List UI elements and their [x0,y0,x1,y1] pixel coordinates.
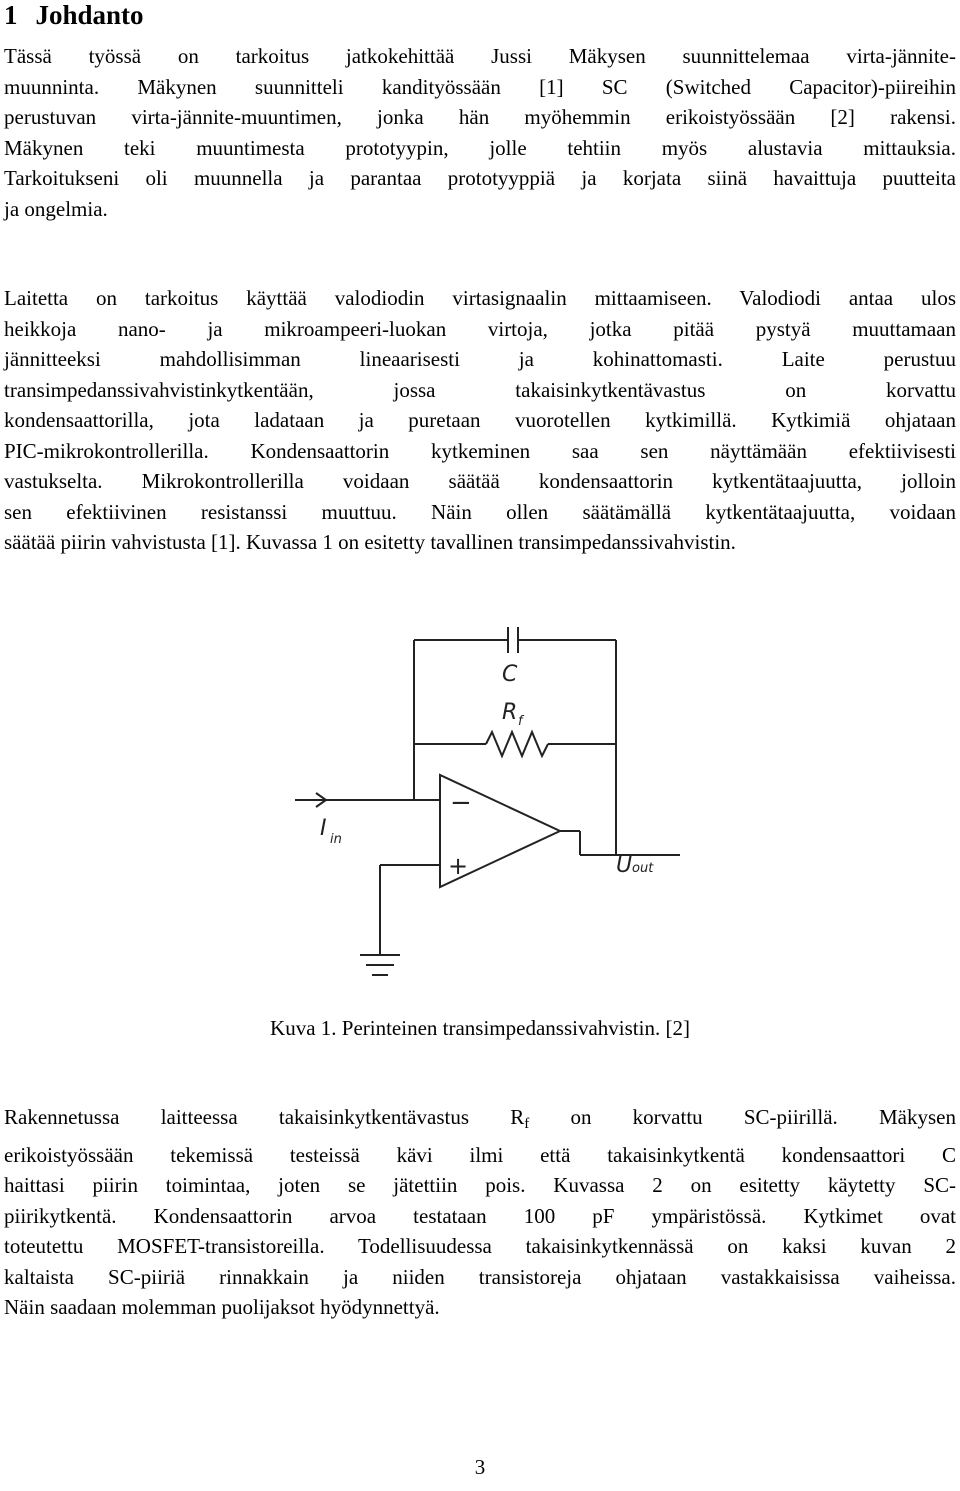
resistor-label: R [502,700,518,725]
paragraph-line: säätää piirin vahvistusta [1]. Kuvassa 1 on esitetty tavallinen transimpedanssivahvistin. [4,530,736,554]
paragraph-line: Tässä työssä on tarkoitus jatkokehittää Jussi Mäkysen suunnittelemaa virta-jännite- [4,44,956,68]
input-current-label-sub: in [330,832,342,847]
paragraph-line: kondensaattorilla, jota ladataan ja puretaan vuorotellen kytkimillä. Kytkimiä ohjataan [4,408,956,432]
paragraph-line: Näin saadaan molemman puolijaksot hyödynnettyä. [4,1295,440,1319]
paragraph-line: piirikytkentä. Kondensaattorin arvoa testataan 100 pF ympäristössä. Kytkimet ovat [4,1203,956,1228]
paragraph-line: heikkoja nano- ja mikroampeeri-luokan virtoja, jotka pitää pystyä muuttamaan [4,316,956,341]
paragraph-line: sen efektiivinen resistanssi muuttuu. Näin ollen säätämällä kytkentätaajuutta, voidaan [4,499,956,524]
paragraph-line: toteutettu MOSFET-transistoreilla. Todellisuudessa takaisinkytkennässä on kaksi kuvan 2 [4,1234,956,1258]
subscript-f: f [524,1116,530,1132]
resistor-zigzag [486,732,548,756]
transimpedance-amplifier-diagram [280,615,680,995]
paragraph-device [4,283,956,558]
paragraph-line: jännitteeksi mahdollisimman lineaarisesti ja kohinattomasti. Laite perustuu [4,347,956,371]
plus-sign: + [448,852,469,880]
page-number: 3 [474,1455,486,1479]
paragraph-line: Mäkynen teki muuntimesta prototyypin, jolle tehtiin myös alustavia mittauksia. [4,135,956,160]
input-current-label: I [320,816,327,841]
paragraph-line: PIC-mikrokontrollerilla. Kondensaattorin kytkeminen saa sen näyttämään efektiivisesti [4,438,956,463]
paragraph-line: ja ongelmia. [4,196,108,221]
paragraph-line: perustuvan virta-jännite-muuntimen, jonka hän myöhemmin erikoistyössään [2] rakensi. [4,105,956,129]
paragraph-line [4,1102,956,1140]
line-text: on korvattu SC-piirillä. Mäkysen [529,1105,956,1129]
capacitor-label: C [502,662,518,687]
paragraph-sc-circuit [4,1102,956,1323]
resistor-label-sub: f [518,714,523,729]
output-voltage-label-sub: out [632,861,654,876]
paragraph-line: Tarkoitukseni oli muunnella ja parantaa prototyyppiä ja korjata siinä havaittuja puutteita [4,166,956,190]
paragraph-line: haittasi piirin toimintaa, joten se jätettiin pois. Kuvassa 2 on esitetty käytetty SC- [4,1173,956,1197]
figure-caption: Kuva 1. Perinteinen transimpedanssivahvistin. [2] [270,1016,690,1040]
paragraph-line: Laitetta on tarkoitus käyttää valodiodin virtasignaalin mittaamiseen. Valodiodi antaa ulos [4,286,956,310]
paragraph-line: vastukselta. Mikrokontrollerilla voidaan säätää kondensaattorin kytkentätaajuutta, jolloin [4,469,956,493]
paragraph-line: erikoistyössään tekemissä testeissä kävi ilmi että takaisinkytkentä kondensaattori C [4,1142,956,1167]
section-number: 1 [4,0,18,30]
section-title: Johdanto [35,0,144,30]
paragraph-intro [4,41,956,224]
paragraph-line: muunninta. Mäkynen suunnitteli kandityössään [1] SC (Switched Capacitor)-piireihin [4,74,956,99]
output-voltage-label: U [616,853,633,878]
line-text: Rakennetussa laitteessa takaisinkytkentävastus R [4,1105,525,1129]
paragraph-line: kaltaista SC-piiriä rinnakkain ja niiden transistoreja ohjataan vastakkaisissa vaiheissa. [4,1264,956,1289]
minus-sign: − [450,788,472,818]
section-heading [4,0,144,30]
circuit-figure [280,615,680,995]
paragraph-line: transimpedanssivahvistinkytkentään, jossa takaisinkytkentävastus on korvattu [4,377,956,402]
